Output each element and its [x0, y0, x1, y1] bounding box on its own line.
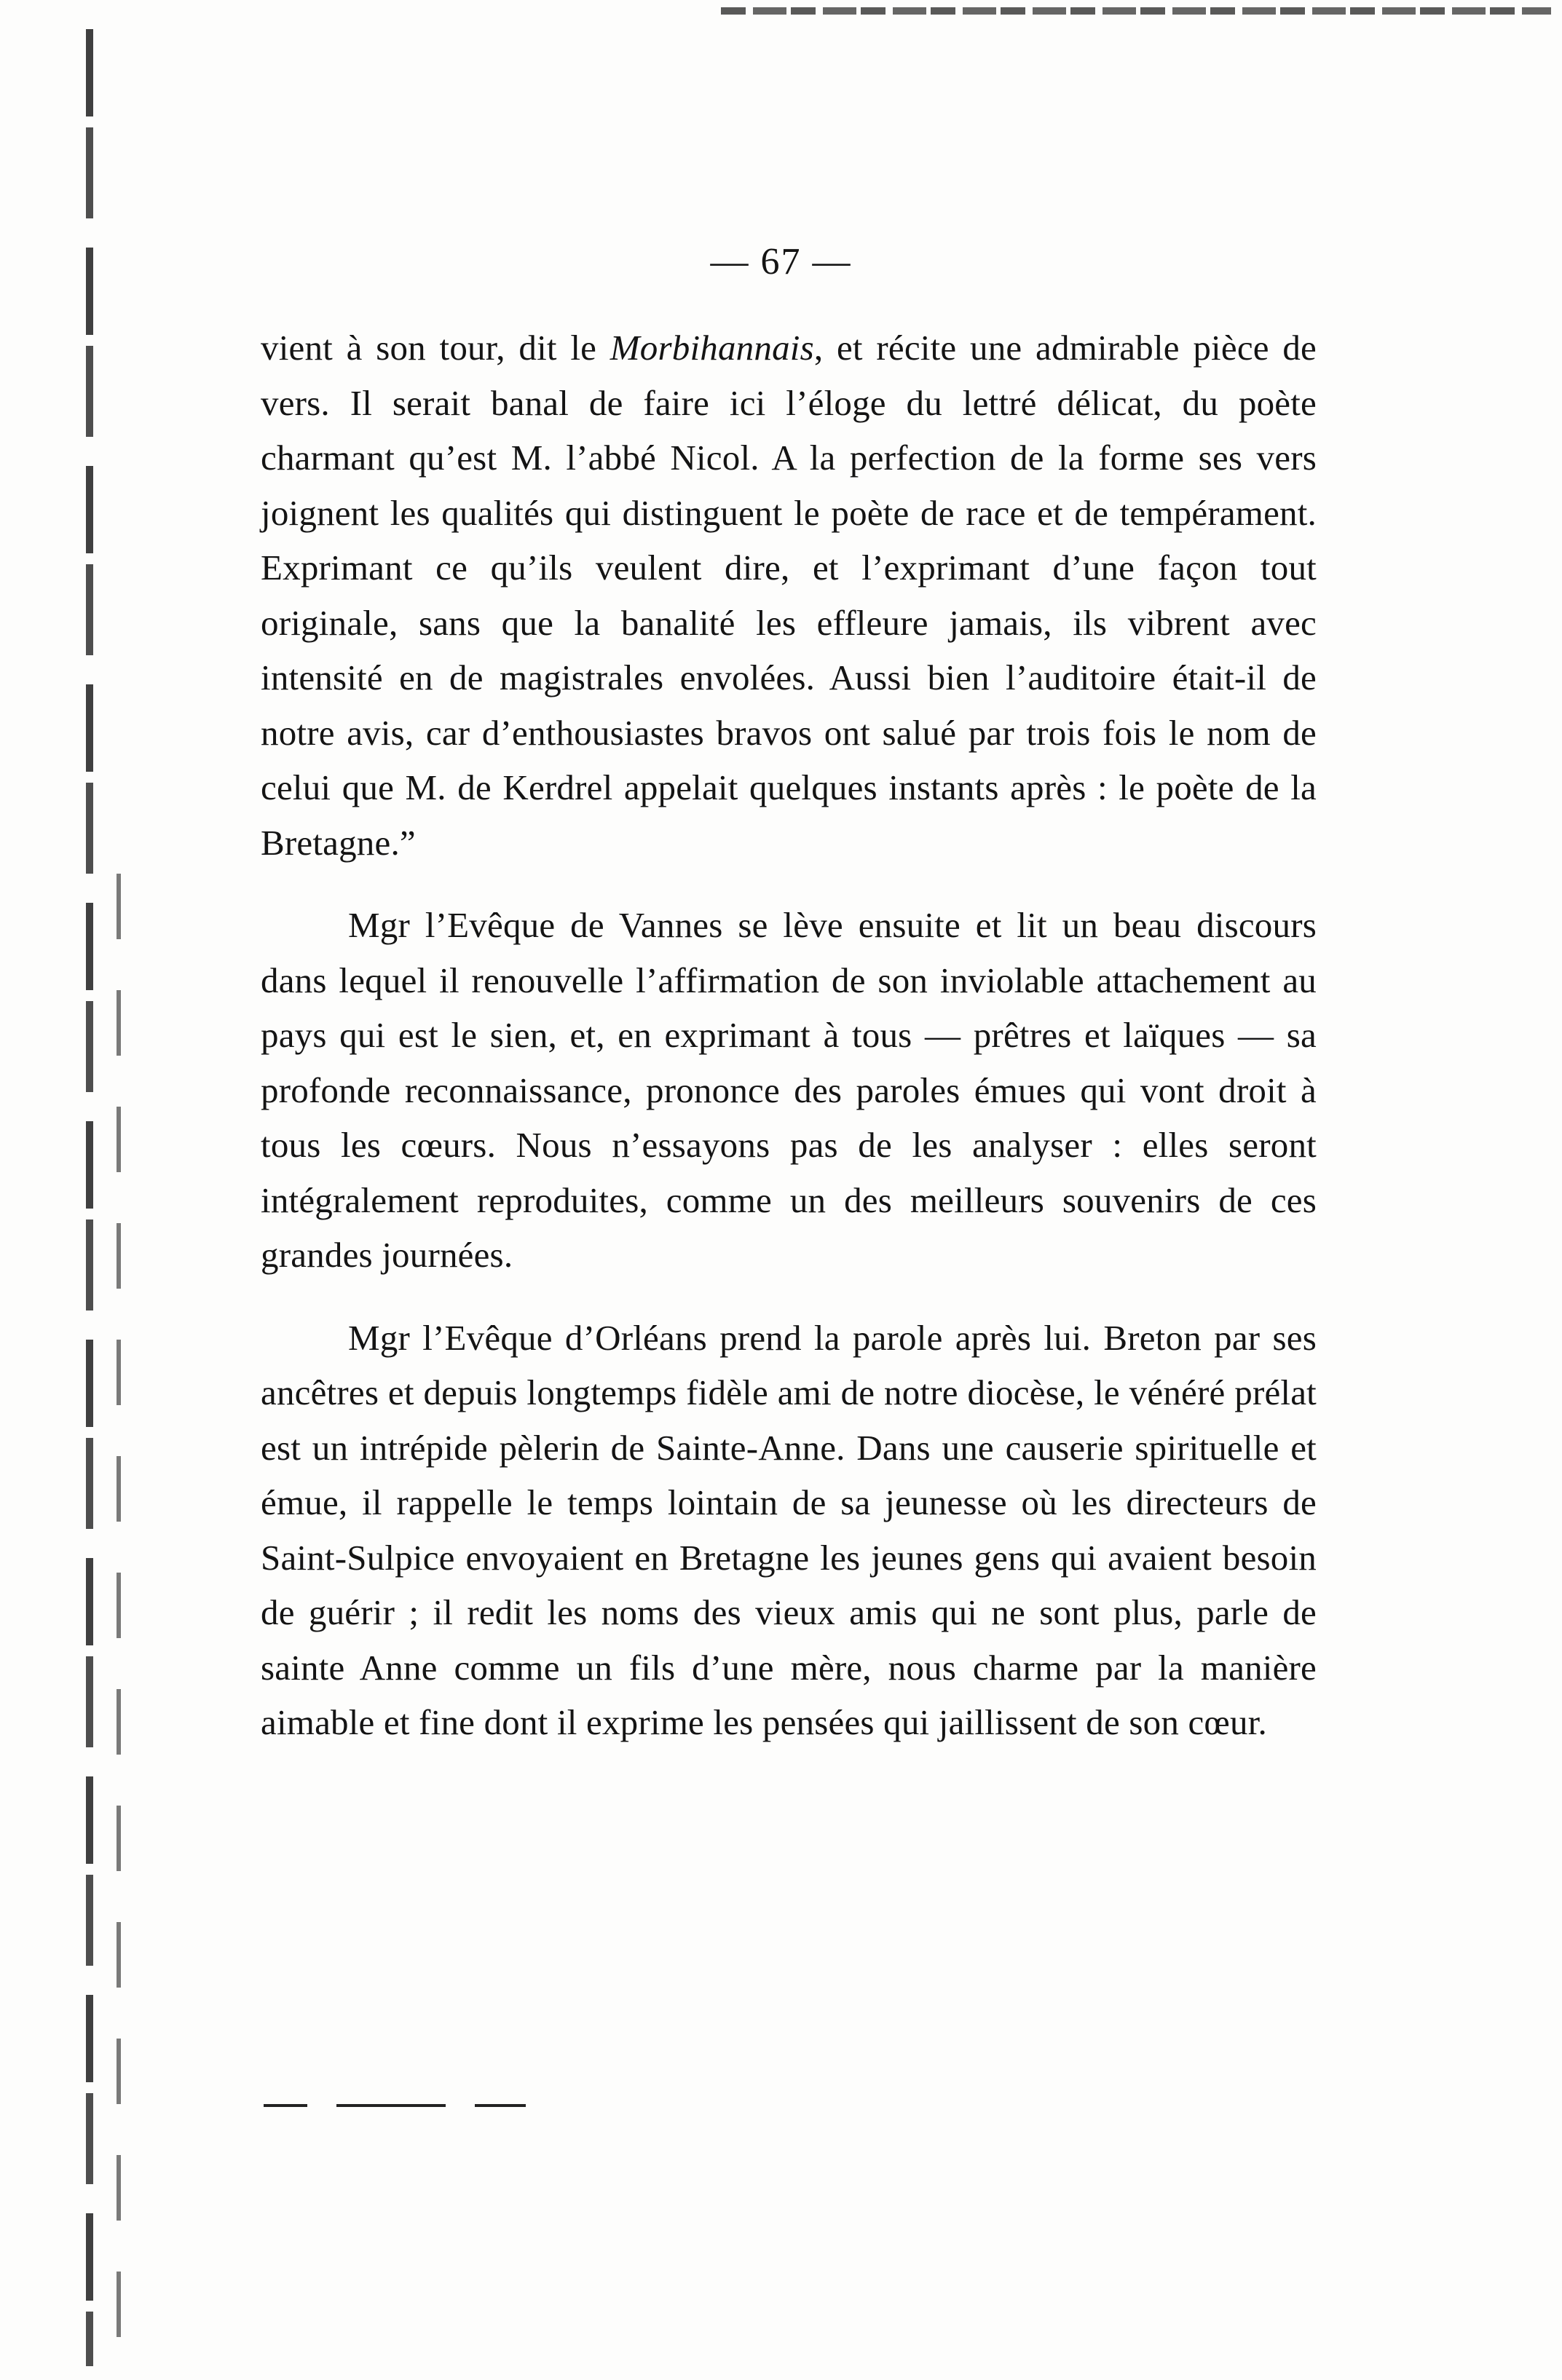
- newspaper-title: Morbihannais: [610, 328, 814, 368]
- page-number: — 67 —: [710, 241, 852, 282]
- paragraph-1-rest: , et récite une admirable pièce de vers. Il serait banal de faire ici l’éloge du lettré délicat, du poète charmant qu’est M. l’abbé Nicol. A la perfection de la forme ses vers joignent les qualités qui distinguent le poète de race et de tempérament. Exprimant ce qu’ils veulent dire, et l’exprimant d’une façon tout originale, sans que la banalité les effleure jamais, ils vibrent avec intensité en de magistrales envolées. Aussi bien l’auditoire était-il de notre avis, car d’enthousiastes bravos ont salué par trois fois le nom de celui que M. de Kerdrel appelait quelques instants après : le poète de la Bretagne.”: [261, 328, 1317, 863]
- paragraph-1-lead: vient à son tour, dit le: [261, 328, 610, 368]
- paragraph-1: [261, 320, 1317, 870]
- end-rule: [264, 2104, 526, 2107]
- scan-top-edge-artifact: [721, 7, 1551, 15]
- paragraph-3: Mgr l’Evêque d’Orléans prend la parole après lui. Breton par ses ancêtres et depuis longtemps fidèle ami de notre diocèse, le vénéré prélat est un intrépide pèlerin de Sainte-Anne. Dans une causerie spirituelle et émue, il rappelle le temps lointain de sa jeunesse où les directeurs de Saint-Sulpice envoyaient en Bretagne les jeunes gens qui avaient besoin de guérir ; il redit les noms des vieux amis qui ne sont plus, parle de sainte Anne comme un fils d’une mère, nous charme par la manière aimable et fine dont il exprime les pensées qui jaillissent de son cœur.: [261, 1317, 1317, 1742]
- scan-left-edge-artifact: [86, 29, 93, 2366]
- body-text: [261, 320, 1317, 1750]
- paragraph-2: Mgr l’Evêque de Vannes se lève ensuite et lit un beau discours dans lequel il renouvelle l’affirmation de son inviolable attachement au pays qui est le sien, et, en exprimant à tous — prêtres et laïques — sa profonde reconnaissance, prononce des paroles émues qui vont droit à tous les cœurs. Nous n’essayons pas de les analyser : elles seront intégralement reproduites, comme un des meilleurs souvenirs de ces grandes journées.: [261, 905, 1317, 1275]
- scan-left-margin-artifact: [117, 874, 121, 2359]
